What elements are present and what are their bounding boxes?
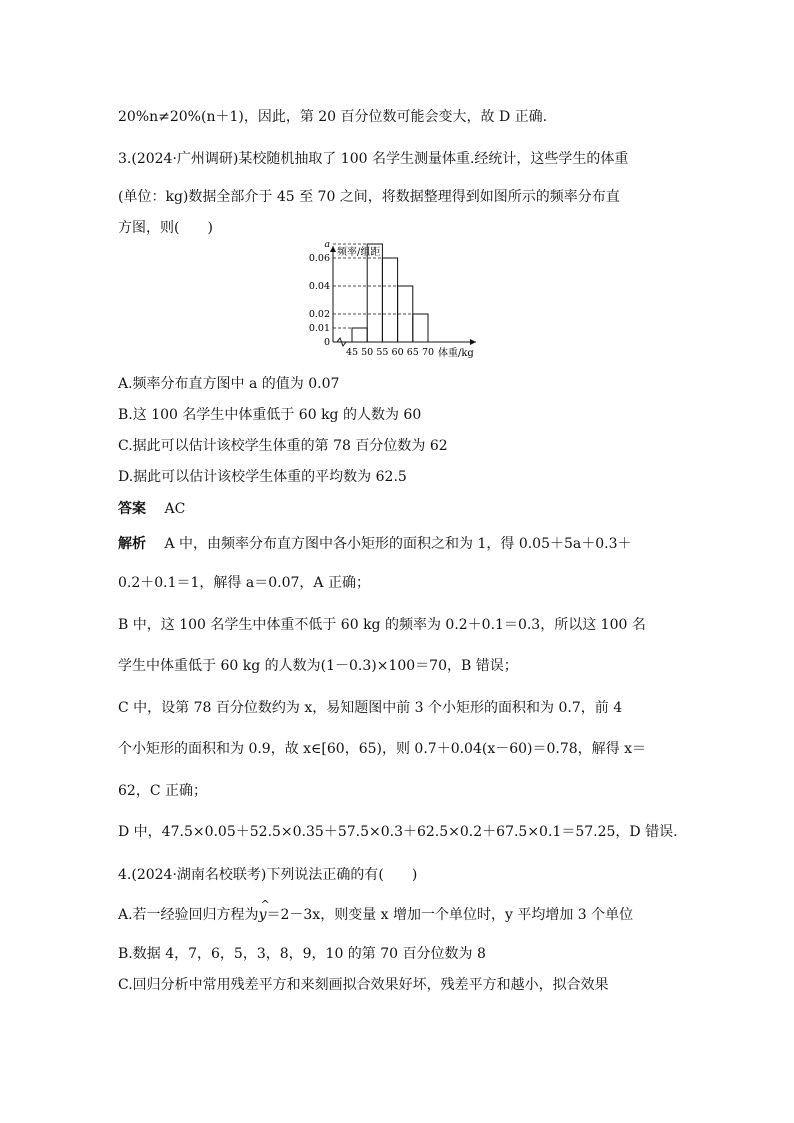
x-tick-label: 50 (361, 347, 374, 358)
question-4-option-c: C.回归分析中常用残差平方和来刻画拟合效果好坏，残差平方和越小，拟合效果 (118, 977, 609, 993)
histogram-bar (367, 244, 382, 342)
solution-line-4: 学生中体重低于 60 kg 的人数为(1－0.3)×100＝70，B 错误； (118, 658, 518, 674)
solution-line-8: D 中，47.5×0.05＋52.5×0.35＋57.5×0.3＋62.5×0.2＋67.5×0.1＝57.25，D 错误. (118, 824, 678, 840)
option-c: C.据此可以估计该校学生体重的第 78 百分位数为 62 (118, 438, 448, 454)
question-3-stem: 3.(2024·广州调研)某校随机抽取了 100 名学生测量体重.经统计，这些学生的体重 (118, 151, 629, 167)
x-tick-label: 55 (376, 347, 389, 358)
y-tick-label: 0.06 (308, 253, 330, 264)
x-axis-arrow (470, 339, 476, 345)
frequency-histogram (300, 238, 500, 364)
y-axis-arrow (330, 246, 336, 252)
option-a: A.频率分布直方图中 a 的值为 0.07 (118, 376, 340, 392)
y-hat-symbol: ^ y (259, 906, 267, 924)
question-4-stem: 4.(2024·湖南名校联考)下列说法正确的有( ) (118, 867, 418, 883)
solution-line-6: 个小矩形的面积和为 0.9，故 x∈[60，65)，则 0.7＋0.04(x－60)＝0.78，解得 x＝ (118, 741, 647, 757)
answer-line (118, 500, 185, 518)
option-d: D.据此可以估计该校学生体重的平均数为 62.5 (118, 469, 407, 485)
solution-line-3: B 中，这 100 名学生中体重不低于 60 kg 的频率为 0.2＋0.1＝0.3，所以这 100 名 (118, 617, 646, 633)
question-4-option-b: B.数据 4，7，6，5，3，8，9，10 的第 70 百分位数为 8 (118, 946, 486, 962)
histogram-bar (382, 258, 397, 342)
q4a-prefix: A.若一经验回归方程为 (118, 907, 259, 923)
solution-line-5: C 中，设第 78 百分位数约为 x，易知题图中前 3 个小矩形的面积和为 0.7，前 4 (118, 700, 623, 716)
solution-line-1 (118, 535, 632, 553)
question-3-stem-2: (单位：kg)数据全部介于 45 至 70 之间，将数据整理得到如图所示的频率分布直 (118, 189, 620, 205)
y-tick-label: a (324, 239, 330, 250)
x-tick-label: 65 (406, 347, 419, 358)
question-3-stem-3: 方图，则( ) (118, 220, 213, 236)
option-b: B.这 100 名学生中体重低于 60 kg 的人数为 60 (118, 407, 422, 423)
histogram-bar (413, 314, 428, 342)
histogram-bar (352, 328, 367, 342)
y-tick-label: 0.02 (308, 309, 330, 320)
x-tick-label: 70 (421, 347, 435, 358)
answer-value: AC (164, 501, 186, 517)
answer-label: 答案 (118, 501, 146, 517)
origin-label: 0 (323, 337, 330, 348)
text-line-continuation: 20%n≠20%(n＋1)，因此，第 20 百分位数可能会变大，故 D 正确. (118, 109, 548, 125)
q4a-suffix: ＝2－3x，则变量 x 增加一个单位时，y 平均增加 3 个单位 (266, 907, 634, 923)
solution-line-2: 0.2＋0.1＝1，解得 a＝0.07，A 正确； (118, 575, 370, 591)
y-axis-title: 频率/组距 (337, 247, 381, 258)
x-tick-label: 45 (345, 347, 359, 358)
x-axis-title: 体重/kg (438, 348, 474, 359)
solution-line-7: 62，C 正确； (118, 783, 207, 799)
solution-label: 解析 (118, 536, 146, 552)
question-4-option-a (118, 906, 633, 924)
y-tick-label: 0.01 (308, 323, 330, 334)
x-tick-label: 60 (391, 347, 404, 358)
solution-text: A 中，由频率分布直方图中各小矩形的面积之和为 1，得 0.05＋5a＋0.3＋ (164, 536, 632, 552)
y-tick-label: 0.04 (308, 281, 330, 292)
